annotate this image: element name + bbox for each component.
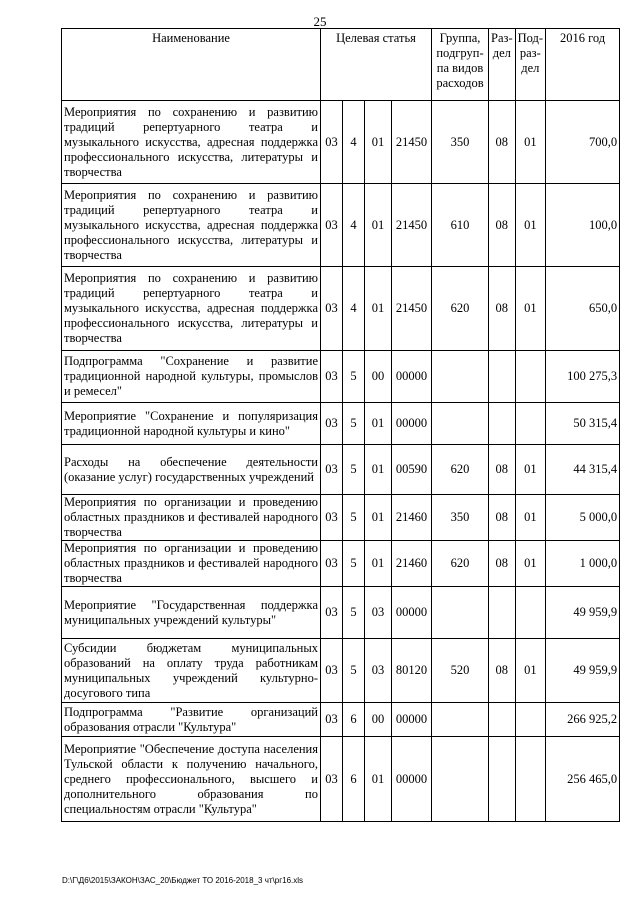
table-row: [62, 101, 620, 184]
table-row: [62, 639, 620, 703]
code-part-3: 01: [365, 445, 392, 495]
amount-cell: 49 959,9: [546, 587, 620, 639]
name-cell: Подпрограмма "Развитие организаций образования отрасли "Культура": [62, 703, 321, 737]
section-cell: [489, 703, 516, 737]
table-row: [62, 703, 620, 737]
header-row: [62, 29, 620, 101]
expense-group-cell: 350: [432, 495, 489, 541]
file-path-footer: D:\Г\Д6\2015\ЗАКОН\ЗАС_20\Бюджет ТО 2016-2018_3 чт\рг16.xls: [62, 876, 304, 885]
code-part-3: 01: [365, 403, 392, 445]
expense-group-cell: 350: [432, 101, 489, 184]
amount-cell: 650,0: [546, 267, 620, 351]
expense-group-cell: 610: [432, 184, 489, 267]
code-part-4: 00000: [392, 403, 432, 445]
code-part-1: 03: [321, 445, 343, 495]
code-part-4: 21460: [392, 495, 432, 541]
header-year: 2016 год: [546, 29, 620, 101]
expense-group-cell: 520: [432, 639, 489, 703]
amount-cell: 50 315,4: [546, 403, 620, 445]
name-cell: Подпрограмма "Сохранение и развитие традиционной народной культуры, промыслов и ремесел": [62, 351, 321, 403]
amount-cell: 100,0: [546, 184, 620, 267]
subsection-cell: [515, 587, 545, 639]
code-part-2: 5: [343, 351, 365, 403]
header-name: Наименование: [62, 29, 321, 101]
name-cell: Мероприятия по сохранению и развитию традиций репертуарного театра и музыкального искусства, адресная поддержка профессионального искусства, литературы и творчества: [62, 184, 321, 267]
code-part-2: 5: [343, 403, 365, 445]
name-cell: Мероприятия по сохранению и развитию традиций репертуарного театра и музыкального искусства, адресная поддержка профессионального искусства, литературы и творчества: [62, 101, 321, 184]
expense-group-cell: [432, 587, 489, 639]
code-part-4: 80120: [392, 639, 432, 703]
section-cell: [489, 587, 516, 639]
section-cell: [489, 351, 516, 403]
code-part-2: 5: [343, 541, 365, 587]
amount-cell: 1 000,0: [546, 541, 620, 587]
code-part-4: 21450: [392, 101, 432, 184]
table-row: [62, 184, 620, 267]
amount-cell: 100 275,3: [546, 351, 620, 403]
subsection-cell: 01: [515, 639, 545, 703]
amount-cell: 700,0: [546, 101, 620, 184]
amount-cell: 266 925,2: [546, 703, 620, 737]
code-part-2: 5: [343, 445, 365, 495]
table-row: [62, 737, 620, 822]
name-cell: Субсидии бюджетам муниципальных образований на оплату труда работникам муниципальных учреждений культурно-досугового типа: [62, 639, 321, 703]
subsection-cell: 01: [515, 495, 545, 541]
name-cell: Расходы на обеспечение деятельности (оказание услуг) государственных учреждений: [62, 445, 321, 495]
code-part-3: 00: [365, 703, 392, 737]
code-part-3: 01: [365, 541, 392, 587]
code-part-1: 03: [321, 403, 343, 445]
code-part-1: 03: [321, 101, 343, 184]
code-part-2: 6: [343, 737, 365, 822]
section-cell: 08: [489, 541, 516, 587]
code-part-3: 01: [365, 184, 392, 267]
table-row: [62, 445, 620, 495]
page-number: 25: [313, 14, 327, 29]
code-part-4: 00000: [392, 703, 432, 737]
subsection-cell: 01: [515, 184, 545, 267]
code-part-3: 03: [365, 587, 392, 639]
code-part-4: 21460: [392, 541, 432, 587]
section-cell: 08: [489, 101, 516, 184]
amount-cell: 49 959,9: [546, 639, 620, 703]
code-part-4: 00000: [392, 737, 432, 822]
subsection-cell: 01: [515, 267, 545, 351]
section-cell: 08: [489, 267, 516, 351]
section-cell: 08: [489, 495, 516, 541]
subsection-cell: 01: [515, 101, 545, 184]
subsection-cell: [515, 737, 545, 822]
code-part-1: 03: [321, 267, 343, 351]
expense-group-cell: [432, 737, 489, 822]
code-part-1: 03: [321, 639, 343, 703]
section-cell: [489, 737, 516, 822]
amount-cell: 44 315,4: [546, 445, 620, 495]
expense-group-cell: [432, 403, 489, 445]
section-cell: 08: [489, 639, 516, 703]
code-part-3: 01: [365, 101, 392, 184]
name-cell: Мероприятие "Государственная поддержка муниципальных учреждений культуры": [62, 587, 321, 639]
header-expense-group: Группа, подгруп-па видов расходов: [432, 29, 489, 101]
code-part-4: 21450: [392, 267, 432, 351]
table-row: [62, 267, 620, 351]
subsection-cell: [515, 403, 545, 445]
code-part-2: 4: [343, 267, 365, 351]
section-cell: [489, 403, 516, 445]
table-row: [62, 351, 620, 403]
expense-group-cell: [432, 351, 489, 403]
code-part-1: 03: [321, 495, 343, 541]
code-part-1: 03: [321, 184, 343, 267]
subsection-cell: [515, 351, 545, 403]
code-part-2: 6: [343, 703, 365, 737]
code-part-4: 00000: [392, 351, 432, 403]
name-cell: Мероприятия по сохранению и развитию традиций репертуарного театра и музыкального искусства, адресная поддержка профессионального искусства, литературы и творчества: [62, 267, 321, 351]
budget-table: [61, 28, 620, 822]
subsection-cell: 01: [515, 445, 545, 495]
subsection-cell: 01: [515, 541, 545, 587]
code-part-1: 03: [321, 351, 343, 403]
code-part-3: 01: [365, 737, 392, 822]
expense-group-cell: [432, 703, 489, 737]
code-part-1: 03: [321, 737, 343, 822]
code-part-3: 00: [365, 351, 392, 403]
code-part-4: 21450: [392, 184, 432, 267]
amount-cell: 5 000,0: [546, 495, 620, 541]
expense-group-cell: 620: [432, 267, 489, 351]
code-part-2: 5: [343, 639, 365, 703]
code-part-4: 00000: [392, 587, 432, 639]
name-cell: Мероприятия по организации и проведению областных праздников и фестивалей народного творчества: [62, 541, 321, 587]
header-section: Раз-дел: [489, 29, 516, 101]
name-cell: Мероприятие "Обеспечение доступа населения Тульской области к получению начального, среднего профессионального, высшего и дополнительного образования по специальностям отрасли "Культура": [62, 737, 321, 822]
header-target-article: Целевая статья: [321, 29, 432, 101]
code-part-3: 01: [365, 495, 392, 541]
code-part-2: 5: [343, 587, 365, 639]
expense-group-cell: 620: [432, 445, 489, 495]
code-part-3: 01: [365, 267, 392, 351]
amount-cell: 256 465,0: [546, 737, 620, 822]
header-subsection: Под-раз-дел: [515, 29, 545, 101]
code-part-1: 03: [321, 587, 343, 639]
code-part-4: 00590: [392, 445, 432, 495]
code-part-2: 4: [343, 101, 365, 184]
code-part-2: 4: [343, 184, 365, 267]
expense-group-cell: 620: [432, 541, 489, 587]
table-row: [62, 403, 620, 445]
code-part-3: 03: [365, 639, 392, 703]
subsection-cell: [515, 703, 545, 737]
name-cell: Мероприятия по организации и проведению областных праздников и фестивалей народного творчества: [62, 495, 321, 541]
code-part-1: 03: [321, 703, 343, 737]
section-cell: 08: [489, 445, 516, 495]
table-row: [62, 541, 620, 587]
table-row: [62, 495, 620, 541]
name-cell: Мероприятие "Сохранение и популяризация традиционной народной культуры и кино": [62, 403, 321, 445]
table-row: [62, 587, 620, 639]
section-cell: 08: [489, 184, 516, 267]
code-part-1: 03: [321, 541, 343, 587]
code-part-2: 5: [343, 495, 365, 541]
